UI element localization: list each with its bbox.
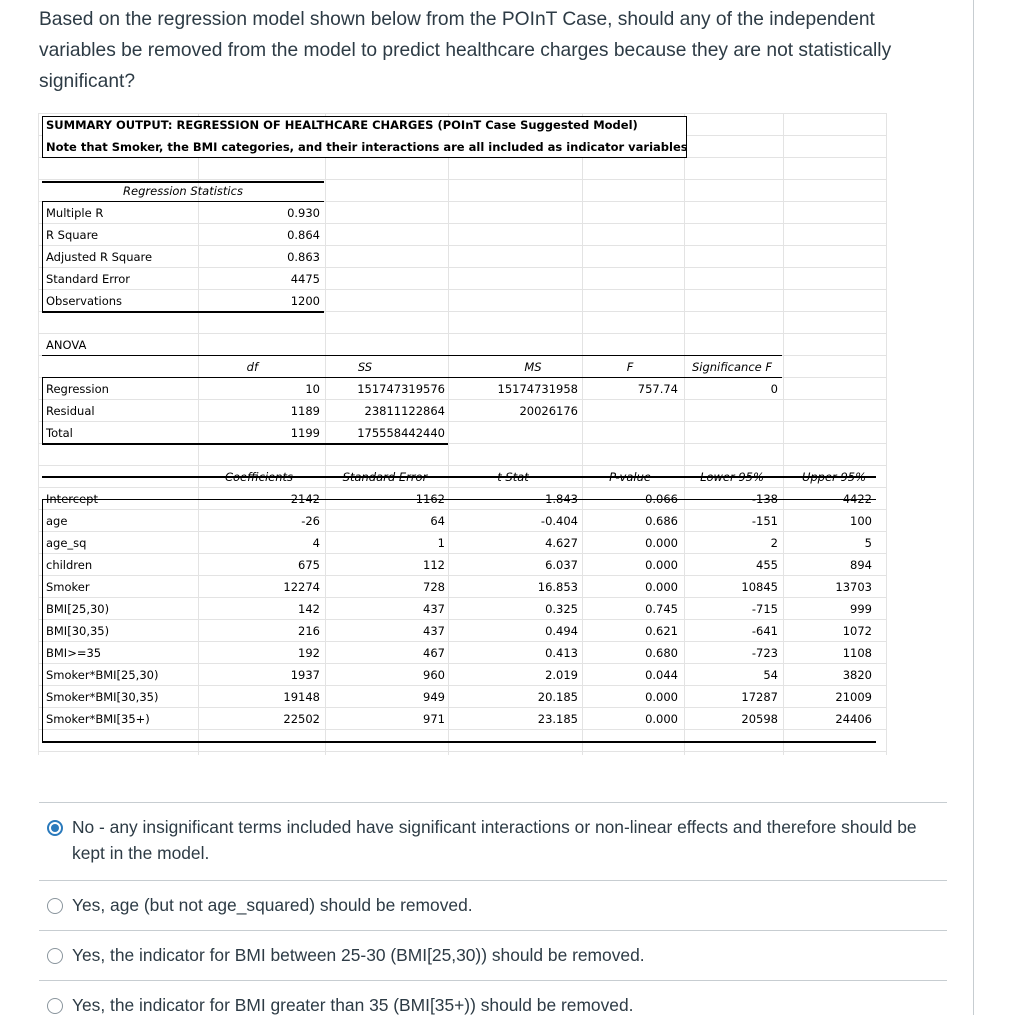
coef-row-label: children bbox=[46, 558, 93, 572]
coef-row-label: BMI[30,35) bbox=[46, 624, 110, 638]
coef-value: 22502 bbox=[283, 712, 320, 726]
anova-df: 1189 bbox=[290, 404, 320, 418]
stat-label: Standard Error bbox=[46, 272, 131, 286]
coef-upper: 21009 bbox=[835, 690, 872, 704]
table-rule bbox=[42, 355, 782, 356]
answer-option-label: Yes, the indicator for BMI greater than 35 (BMI[35+)) should be removed. bbox=[72, 995, 634, 1015]
anova-df: 10 bbox=[305, 382, 320, 396]
gridline-h bbox=[38, 729, 886, 730]
regression-output-image bbox=[38, 113, 886, 755]
stat-label: Observations bbox=[46, 294, 123, 308]
answer-options bbox=[39, 802, 947, 1031]
radio-selected-icon[interactable] bbox=[47, 820, 63, 836]
answer-option-label: Yes, the indicator for BMI between 25-30 (BMI[25,30)) should be removed. bbox=[72, 945, 645, 965]
coef-t: 6.037 bbox=[545, 558, 578, 572]
coef-upper: 100 bbox=[850, 514, 872, 528]
coef-t: 16.853 bbox=[537, 580, 578, 594]
coef-upper: 13703 bbox=[835, 580, 872, 594]
coef-t: 0.494 bbox=[545, 624, 578, 638]
coef-t: 4.627 bbox=[545, 536, 578, 550]
anova-header-f: F bbox=[626, 360, 634, 374]
anova-row-label: Regression bbox=[46, 382, 109, 396]
coef-lower: 455 bbox=[756, 558, 778, 572]
coef-row-label: age_sq bbox=[46, 536, 87, 550]
answer-option-2[interactable] bbox=[39, 880, 947, 930]
table-rule bbox=[42, 499, 43, 741]
content-right-border bbox=[973, 0, 974, 1015]
anova-ss: 23811122864 bbox=[364, 404, 445, 418]
anova-row-label: Residual bbox=[46, 404, 95, 418]
coef-upper: 894 bbox=[850, 558, 872, 572]
coef-row-label: BMI[25,30) bbox=[46, 602, 110, 616]
anova-f bbox=[582, 401, 678, 421]
coef-se: 728 bbox=[423, 580, 445, 594]
answer-option-1[interactable] bbox=[39, 802, 947, 880]
coef-se: 949 bbox=[423, 690, 445, 704]
coef-p: 0.745 bbox=[645, 602, 678, 616]
coef-value: 192 bbox=[298, 646, 320, 660]
coef-lower: -723 bbox=[751, 646, 778, 660]
summary-title: SUMMARY OUTPUT: REGRESSION OF HEALTHCARE CHARGES (POInT Case Suggested Model) bbox=[46, 118, 638, 132]
gridline-h bbox=[38, 289, 886, 290]
coef-value: 19148 bbox=[283, 690, 320, 704]
coef-header-lower: Lower 95% bbox=[700, 470, 764, 484]
coef-se: 467 bbox=[423, 646, 445, 660]
answer-option-label: Yes, age (but not age_squared) should be removed. bbox=[72, 895, 473, 915]
stat-label: Adjusted R Square bbox=[46, 250, 153, 264]
anova-f: 757.74 bbox=[637, 382, 678, 396]
coef-se: 437 bbox=[423, 602, 445, 616]
anova-header-df: df bbox=[246, 360, 258, 374]
coef-upper: 1108 bbox=[842, 646, 872, 660]
coef-t: 1.843 bbox=[545, 492, 578, 506]
anova-ms: 20026176 bbox=[519, 404, 578, 418]
coef-value: 142 bbox=[298, 602, 320, 616]
coef-t: 20.185 bbox=[537, 690, 578, 704]
gridline-h bbox=[38, 421, 886, 422]
radio-unselected-icon[interactable] bbox=[47, 998, 63, 1014]
coef-value: 1937 bbox=[290, 668, 320, 682]
anova-f bbox=[582, 423, 678, 443]
anova-header-sig: Significance F bbox=[691, 360, 773, 374]
coef-lower: -151 bbox=[751, 514, 778, 528]
coef-t: 2.019 bbox=[545, 668, 578, 682]
anova-ms: 15174731958 bbox=[497, 382, 578, 396]
stat-label: R Square bbox=[46, 228, 99, 242]
coef-lower: -715 bbox=[751, 602, 778, 616]
coef-header-p: P-value bbox=[609, 470, 651, 484]
gridline-h bbox=[38, 619, 886, 620]
gridline-h bbox=[38, 267, 886, 268]
anova-df: 1199 bbox=[290, 426, 320, 440]
coef-t: 0.413 bbox=[545, 646, 578, 660]
coef-value: -26 bbox=[301, 514, 320, 528]
table-rule bbox=[42, 201, 324, 202]
gridline-h bbox=[38, 575, 886, 576]
coef-t: -0.404 bbox=[540, 514, 578, 528]
gridline-h bbox=[38, 245, 886, 246]
coef-value: 2142 bbox=[290, 492, 320, 506]
coef-p: 0.066 bbox=[645, 492, 678, 506]
table-rule bbox=[42, 311, 324, 313]
coef-header-t: t Stat bbox=[497, 470, 529, 484]
gridline-h bbox=[38, 531, 886, 532]
table-rule bbox=[42, 377, 782, 378]
coef-header-upper: Upper 95% bbox=[801, 470, 867, 484]
coef-upper: 999 bbox=[850, 602, 872, 616]
coef-upper: 5 bbox=[864, 536, 872, 550]
gridline-h bbox=[38, 663, 886, 664]
radio-unselected-icon[interactable] bbox=[47, 898, 63, 914]
coef-se: 1 bbox=[437, 536, 445, 550]
anova-ss: 151747319576 bbox=[357, 382, 445, 396]
gridline-h bbox=[38, 509, 886, 510]
coef-p: 0.000 bbox=[645, 536, 678, 550]
coef-p: 0.044 bbox=[645, 668, 678, 682]
coef-row-label: Smoker bbox=[46, 580, 90, 594]
anova-row-label: Total bbox=[46, 426, 73, 440]
stat-value: 0.930 bbox=[287, 206, 320, 220]
anova-ss: 175558442440 bbox=[357, 426, 445, 440]
answer-option-4[interactable] bbox=[39, 980, 947, 1031]
coef-lower: 54 bbox=[763, 668, 778, 682]
coef-se: 1162 bbox=[415, 492, 445, 506]
table-rule bbox=[42, 377, 43, 443]
coef-lower: -641 bbox=[751, 624, 778, 638]
gridline-h bbox=[38, 641, 886, 642]
answer-option-label: No - any insignificant terms included have significant interactions or non-linear effects and therefore should be kept in the model. bbox=[72, 817, 917, 863]
anova-title: ANOVA bbox=[46, 338, 87, 352]
gridline-h bbox=[38, 465, 886, 466]
coef-p: 0.621 bbox=[645, 624, 678, 638]
anova-sig bbox=[684, 401, 778, 421]
anova-header-ms: MS bbox=[524, 360, 542, 374]
coef-upper: 4422 bbox=[842, 492, 872, 506]
coef-row-label: Smoker*BMI[35+) bbox=[46, 712, 150, 726]
coef-p: 0.000 bbox=[645, 580, 678, 594]
table-rule bbox=[42, 443, 448, 445]
coef-p: 0.000 bbox=[645, 558, 678, 572]
coef-p: 0.680 bbox=[645, 646, 678, 660]
gridline-h bbox=[38, 685, 886, 686]
gridline-v bbox=[38, 113, 39, 755]
coef-value: 12274 bbox=[283, 580, 320, 594]
coef-upper: 3820 bbox=[842, 668, 872, 682]
gridline-h bbox=[38, 751, 886, 752]
coef-t: 23.185 bbox=[537, 712, 578, 726]
anova-sig: 0 bbox=[770, 382, 778, 396]
coef-row-label: Smoker*BMI[30,35) bbox=[46, 690, 159, 704]
coef-p: 0.686 bbox=[645, 514, 678, 528]
coef-lower: 10845 bbox=[741, 580, 778, 594]
coef-header-se: Standard Error bbox=[342, 470, 428, 484]
stat-label: Multiple R bbox=[46, 206, 104, 220]
gridline-h bbox=[38, 597, 886, 598]
summary-note: Note that Smoker, the BMI categories, and their interactions are all included as indicator variables bbox=[46, 140, 688, 154]
coef-row-label: BMI>=35 bbox=[46, 646, 102, 660]
radio-unselected-icon[interactable] bbox=[47, 948, 63, 964]
anova-sig bbox=[684, 423, 778, 443]
stat-value: 0.863 bbox=[287, 250, 320, 264]
coef-value: 216 bbox=[298, 624, 320, 638]
coef-t: 0.325 bbox=[545, 602, 578, 616]
coef-upper: 24406 bbox=[835, 712, 872, 726]
coef-value: 4 bbox=[312, 536, 320, 550]
gridline-h bbox=[38, 487, 886, 488]
stat-value: 1200 bbox=[290, 294, 320, 308]
answer-option-3[interactable] bbox=[39, 930, 947, 980]
coef-lower: -138 bbox=[751, 492, 778, 506]
coef-row-label: Smoker*BMI[25,30) bbox=[46, 668, 159, 682]
coef-upper: 1072 bbox=[842, 624, 872, 638]
anova-ms bbox=[448, 423, 578, 443]
coef-p: 0.000 bbox=[645, 712, 678, 726]
gridline-h bbox=[38, 113, 886, 114]
table-rule bbox=[42, 741, 876, 743]
coef-se: 960 bbox=[423, 668, 445, 682]
stat-value: 4475 bbox=[290, 272, 320, 286]
question-text: Based on the regression model shown below from the POInT Case, should any of the independent variables be removed from the model to predict healthcare charges because they are not statistically significant? bbox=[39, 9, 892, 92]
coef-se: 64 bbox=[430, 514, 445, 528]
regression-statistics-header: Regression Statistics bbox=[123, 184, 243, 198]
coef-se: 971 bbox=[423, 712, 445, 726]
coef-se: 112 bbox=[423, 558, 445, 572]
coef-p: 0.000 bbox=[645, 690, 678, 704]
gridline-h bbox=[38, 223, 886, 224]
stat-value: 0.864 bbox=[287, 228, 320, 242]
gridline-h bbox=[38, 179, 886, 180]
coef-row-label: Intercept bbox=[46, 492, 98, 506]
coef-lower: 17287 bbox=[741, 690, 778, 704]
coef-row-label: age bbox=[46, 514, 68, 528]
gridline-h bbox=[38, 707, 886, 708]
table-rule bbox=[42, 201, 43, 311]
coef-lower: 20598 bbox=[741, 712, 778, 726]
gridline-h bbox=[38, 553, 886, 554]
gridline-v bbox=[886, 113, 887, 755]
gridline-h bbox=[38, 399, 886, 400]
coef-lower: 2 bbox=[770, 536, 778, 550]
coef-header-coefficients: Coefficients bbox=[224, 470, 294, 484]
coef-value: 675 bbox=[298, 558, 320, 572]
anova-header-ss: SS bbox=[357, 360, 373, 374]
coef-se: 437 bbox=[423, 624, 445, 638]
gridline-h bbox=[38, 333, 886, 334]
